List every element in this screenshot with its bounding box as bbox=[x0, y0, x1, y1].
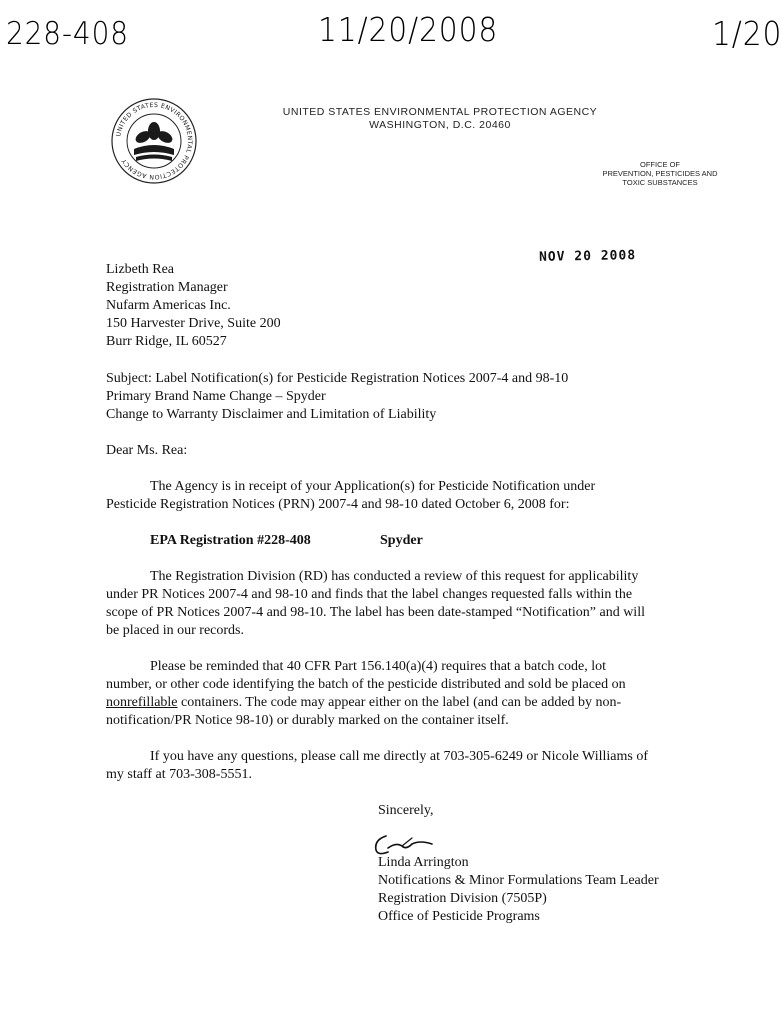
signer-line: Registration Division (7505P) bbox=[378, 891, 547, 906]
date-stamp: NOV 20 2008 bbox=[538, 248, 637, 265]
paragraph-line: scope of PR Notices 2007-4 and 98-10. The label has been date-stamped “Notification” and will bbox=[106, 605, 645, 620]
epa-seal-logo bbox=[110, 97, 198, 185]
paragraph-line bbox=[106, 694, 621, 712]
handwritten-reg-number: 228-408 bbox=[6, 16, 129, 52]
paragraph-line: If you have any questions, please call me directly at 703-305-6249 or Nicole Williams of bbox=[150, 749, 648, 764]
recipient-line: Registration Manager bbox=[106, 280, 228, 295]
signer-line: Linda Arrington bbox=[378, 855, 469, 870]
recipient-line: Burr Ridge, IL 60527 bbox=[106, 334, 227, 349]
subject-line: Change to Warranty Disclaimer and Limitation of Liability bbox=[106, 407, 437, 422]
office-line: PREVENTION, PESTICIDES AND bbox=[602, 169, 718, 178]
paragraph-line: be placed in our records. bbox=[106, 623, 244, 638]
paragraph-line: The Registration Division (RD) has conducted a review of this request for applicability bbox=[150, 569, 639, 584]
subject-line: Subject: Label Notification(s) for Pesticide Registration Notices 2007-4 and 98-10 bbox=[106, 371, 569, 386]
paragraph-line-rest: containers. The code may appear either on the label (and can be added by non- bbox=[177, 695, 622, 710]
subject-line: Primary Brand Name Change – Spyder bbox=[106, 389, 326, 404]
product-name: Spyder bbox=[380, 533, 423, 548]
paragraph-line: number, or other code identifying the batch of the pesticide distributed and sold be placed on bbox=[106, 677, 626, 692]
closing: Sincerely, bbox=[378, 803, 434, 818]
epa-registration-number: EPA Registration #228-408 bbox=[150, 533, 311, 548]
signer-line: Notifications & Minor Formulations Team Leader bbox=[378, 873, 659, 888]
paragraph-line: my staff at 703-308-5551. bbox=[106, 767, 252, 782]
paragraph-line: under PR Notices 2007-4 and 98-10 and finds that the label changes requested falls within the bbox=[106, 587, 633, 602]
recipient-line: Lizbeth Rea bbox=[106, 262, 175, 277]
agency-name: UNITED STATES ENVIRONMENTAL PROTECTION AGENCY bbox=[282, 106, 598, 118]
recipient-line: 150 Harvester Drive, Suite 200 bbox=[106, 316, 281, 331]
office-line: TOXIC SUBSTANCES bbox=[622, 178, 698, 187]
paragraph-line: notification/PR Notice 98-10) or durably marked on the container itself. bbox=[106, 713, 509, 728]
recipient-line: Nufarm Americas Inc. bbox=[106, 298, 231, 313]
underlined-term: nonrefillable bbox=[106, 695, 178, 710]
paragraph-line: Pesticide Registration Notices (PRN) 2007-4 and 98-10 dated October 6, 2008 for: bbox=[106, 497, 570, 512]
signer-line: Office of Pesticide Programs bbox=[378, 909, 540, 924]
seal-ring-text: UNITED STATES ENVIRONMENTAL PROTECTION AGENCY bbox=[115, 101, 194, 181]
salutation: Dear Ms. Rea: bbox=[106, 443, 188, 458]
agency-city: WASHINGTON, D.C. 20460 bbox=[369, 119, 511, 131]
paragraph-line: Please be reminded that 40 CFR Part 156.140(a)(4) requires that a batch code, lot bbox=[150, 659, 607, 674]
handwritten-date: 11/20/2008 bbox=[318, 10, 499, 49]
paragraph-line: The Agency is in receipt of your Application(s) for Pesticide Notification under bbox=[150, 479, 596, 494]
office-line: OFFICE OF bbox=[640, 160, 680, 169]
handwritten-page-count: 1/20 bbox=[712, 14, 782, 53]
